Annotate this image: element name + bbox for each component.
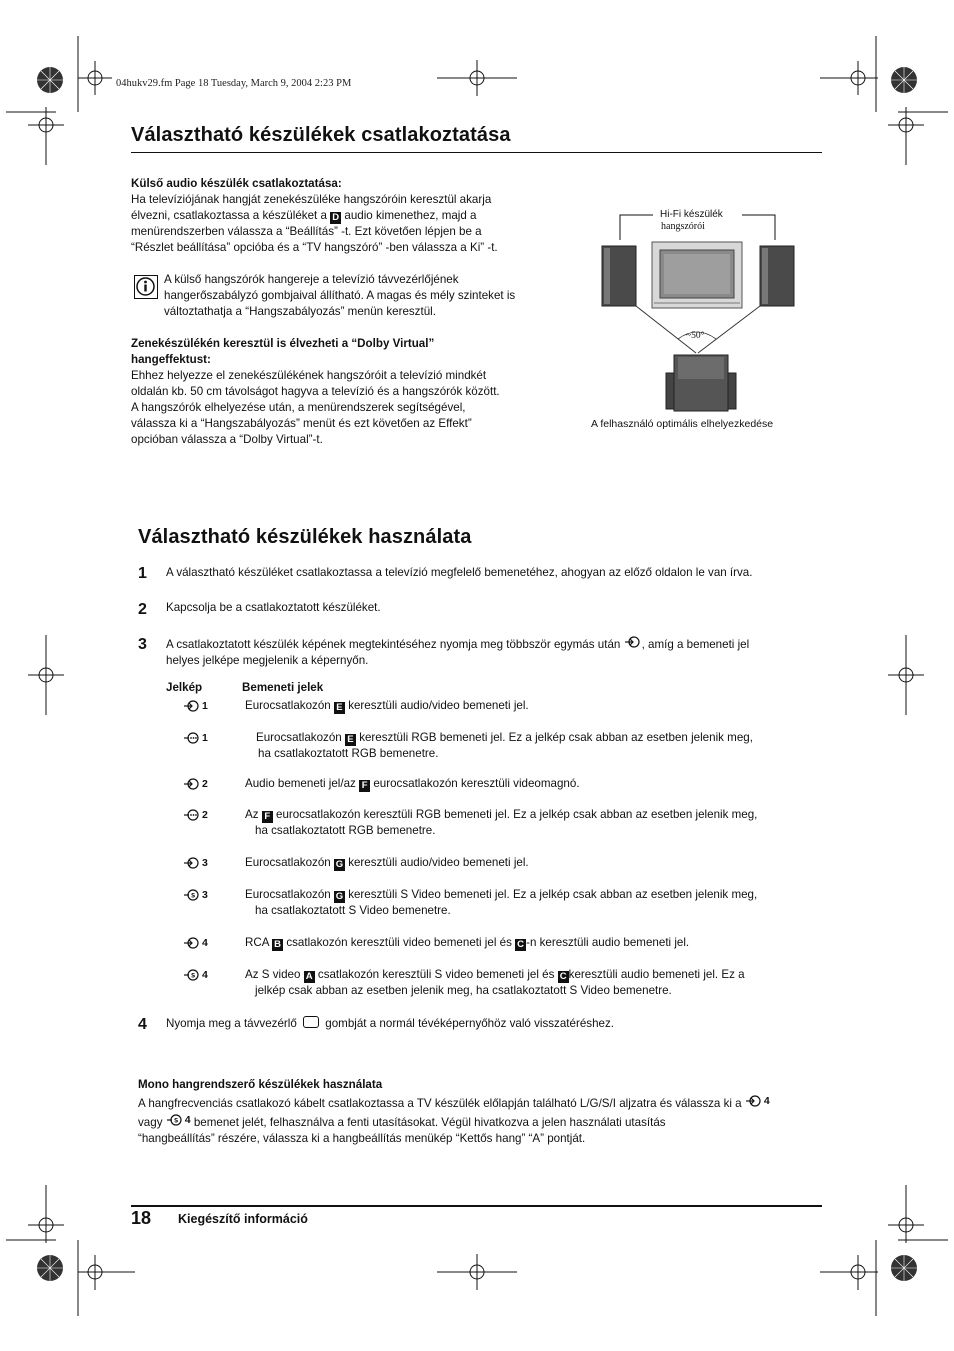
connector-label: C xyxy=(515,939,526,951)
figure-caption: A felhasználó optimális elhelyezkedése xyxy=(591,418,774,430)
svg-text:S: S xyxy=(173,1117,179,1125)
sub2-title: hangeffektust: xyxy=(131,353,211,366)
sub1-title: Külső audio készülék csatlakoztatása: xyxy=(131,177,342,190)
step-number: 2 xyxy=(138,601,147,618)
connector-label: E xyxy=(345,734,356,746)
connector-label: D xyxy=(330,212,341,224)
paragraph-line: oldalán kb. 50 cm távolságot hagyva a televízió és a hangszórók között. xyxy=(131,385,500,398)
svideo-input-icon: S 4 xyxy=(183,969,208,981)
table-row: Eurocsatlakozón E keresztüli audio/video bemeneti jel. xyxy=(245,699,529,713)
page-header-stamp: 04hukv29.fm Page 18 Tuesday, March 9, 2004 2:23 PM xyxy=(116,78,352,89)
figure-label-line1: Hi-Fi készülék xyxy=(660,209,723,220)
av-input-icon: 1 xyxy=(183,700,208,712)
step-number: 3 xyxy=(138,636,147,653)
step-text: Nyomja meg a távvezérlő gombját a normál tévéképernyőhöz való visszatéréshez. xyxy=(166,1017,614,1030)
table-row: Az S video A csatlakozón keresztüli S video bemeneti jel és C keresztüli audio bemeneti jel. Ez a jelkép csak abban az esetben jelenik meg, ha csatlakoztatott S Video bemenetre. xyxy=(245,968,745,997)
footer-section: Kiegészítő információ xyxy=(178,1212,308,1226)
paragraph-line: “Részlet beállítása” opcióba és a “TV hangszóró” -ben válassza a Ki” -t. xyxy=(131,241,498,254)
section1-title: Választható készülékek csatlakoztatása xyxy=(131,124,511,146)
connector-label: A xyxy=(304,971,315,983)
connector-label: G xyxy=(335,891,344,902)
page-number: 18 xyxy=(131,1208,152,1228)
mono-title: Mono hangrendszerő készülékek használata xyxy=(138,1078,383,1091)
av-input-icon: 4 xyxy=(183,937,208,949)
note-line: A külső hangszórók hangereje a televízió távvezérlőjének xyxy=(164,273,459,286)
step-number: 4 xyxy=(138,1016,147,1033)
paragraph-line: A hangszórók elhelyezése után, a menürendszerek segítségével, xyxy=(131,401,466,414)
paragraph-line: menürendszerben válassza a “Beállítás” -t. Ezt követően lépjen be a xyxy=(131,225,482,238)
paragraph-line: vagy S 4 bemenet jelét, felhasználva a fenti utasításokat. Végül hivatkozva a jelen használati utasítás xyxy=(138,1114,666,1129)
rgb-input-icon: 2 xyxy=(183,809,208,821)
paragraph-line: válassza ki a “Hangszabályozás” menüt és ezt követően az Effekt” xyxy=(131,417,472,430)
table-row: Az F eurocsatlakozón keresztüli RGB bemeneti jel. Ez a jelkép csak abban az esetben jelenik meg, ha csatlakoztatott RGB bemenetre. xyxy=(245,808,758,837)
section2-title: Választható készülékek használata xyxy=(138,526,472,548)
connector-label: G xyxy=(335,859,344,870)
connector-label: E xyxy=(334,702,345,714)
step-text: A választható készüléket csatlakoztassa a televízió megfelelő bemenetéhez, ahogyan az előző oldalon le van írva. xyxy=(166,566,753,579)
step-number: 1 xyxy=(138,565,147,582)
connector-label: F xyxy=(359,780,370,792)
connector-label: F xyxy=(262,811,273,823)
table-row: RCA B csatlakozón keresztüli video bemeneti jel és C -n keresztüli audio bemeneti jel. xyxy=(245,936,690,950)
svideo-input-icon: S 4 xyxy=(166,1112,191,1128)
connector-label: B xyxy=(272,939,283,951)
step-text: Kapcsolja be a csatlakoztatott készüléket. xyxy=(166,601,381,614)
av-input-icon: 2 xyxy=(183,778,208,790)
table-col1-header: Jelkép xyxy=(166,681,203,694)
paragraph-line: Ehhez helyezze el zenekészülékének hangszóróit a televízió mindkét xyxy=(131,369,487,382)
av-input-icon: 4 xyxy=(745,1093,770,1109)
svg-text:S: S xyxy=(191,972,196,980)
paragraph-line: élvezni, csatlakoztassa a készüléket a D audio kimenethez, majd a xyxy=(131,209,477,223)
note-line: változtathatja a “Hangszabályozás” menün keresztül. xyxy=(164,305,436,318)
table-row: Eurocsatlakozón E keresztüli RGB bemeneti jel. Ez a jelkép csak abban az esetben jelenik meg, ha csatlakoztatott RGB bemenetre. xyxy=(256,731,753,760)
table-row: Eurocsatlakozón G keresztüli audio/video bemeneti jel. xyxy=(245,856,529,870)
step-text: A csatlakoztatott készülék képének megtekintéséhez nyomja meg többször egymás után , amíg a bemeneti jel helyes jelképe megjelenik a képernyőn. xyxy=(166,638,750,667)
figure-label-line2: hangszórói xyxy=(661,221,705,232)
figure-angle: ~50° xyxy=(686,331,705,341)
paragraph-line: opcióban válassza a “Dolby Virtual”-t. xyxy=(131,433,323,446)
note-line: hangerőszabályzó gombjaival állítható. A magas és mély szinteket is xyxy=(164,289,516,302)
svideo-input-icon: S 3 xyxy=(183,889,208,901)
rgb-input-icon: 1 xyxy=(183,732,208,744)
table-row: Eurocsatlakozón G keresztüli S Video bemeneti jel. Ez a jelkép csak abban az esetben jelenik meg, ha csatlakoztatott S Video bemenetre. xyxy=(245,888,758,917)
sub2-title: Zenekészülékén keresztül is élvezheti a “Dolby Virtual” xyxy=(131,337,435,350)
table-row: Audio bemeneti jel/az F eurocsatlakozón keresztüli videomagnó. xyxy=(245,777,580,791)
svg-text:S: S xyxy=(191,892,196,900)
paragraph-line: “hangbeállítás” részére, válassza ki a hangbeállítás menükép “Kettős hang” “A” pontját. xyxy=(138,1132,586,1145)
av-input-icon: 3 xyxy=(183,857,208,869)
paragraph-line: Ha televíziójának hangját zenekészüléke hangszóróin keresztül akarja xyxy=(131,193,492,206)
paragraph-line: A hangfrecvenciás csatlakozó kábelt csatlakoztassa a TV készülék előlapján található L/G/S/I aljzatra és válassza ki a 4 xyxy=(138,1095,770,1110)
table-col2-header: Bemeneti jelek xyxy=(242,681,324,694)
connector-label: C xyxy=(558,971,569,983)
